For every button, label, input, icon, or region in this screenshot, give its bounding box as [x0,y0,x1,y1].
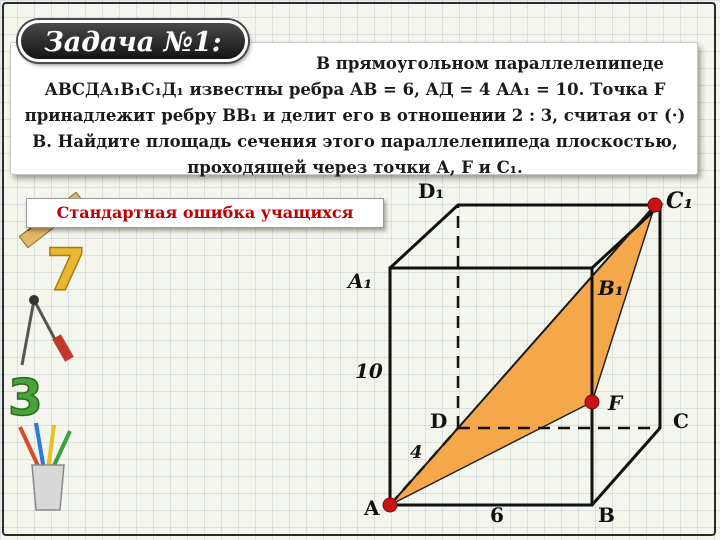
label-b1: B₁ [598,276,624,300]
problem-text: В прямоугольном параллелепипеде АВСДА₁В₁С₁Д₁ известны ребра АВ = 6, АД = 4 АА₁ = 10. Точка F принадлежит ребру ВВ₁ и делит его в отношении 2 : 3, считая от (·) В. Найдите площадь сечения этого параллелепипеда плоскостью, проходящей через точки А, F и С₁. [24,54,686,177]
label-a: A [364,496,380,520]
edge-label-ad: 4 [410,442,423,463]
label-d: D [430,409,448,433]
point-a-marker [383,498,397,512]
task-title-badge: Задача №1: [18,20,248,62]
common-error-label: Стандартная ошибка учащихся [26,198,384,228]
edge-label-ab: 6 [490,503,504,527]
label-b: B [598,503,615,527]
label-c: C [673,409,689,433]
svg-text:7: 7 [46,236,86,304]
label-d1: D₁ [418,179,445,203]
label-f: F [608,391,623,415]
svg-text:3: 3 [8,369,43,427]
point-c1-marker [648,198,662,212]
diagonal-a-c1 [390,205,655,505]
point-f-marker [585,395,599,409]
edge-label-aa1: 10 [355,359,383,383]
label-c1: C₁ [666,188,694,214]
label-a1: A₁ [348,269,373,293]
